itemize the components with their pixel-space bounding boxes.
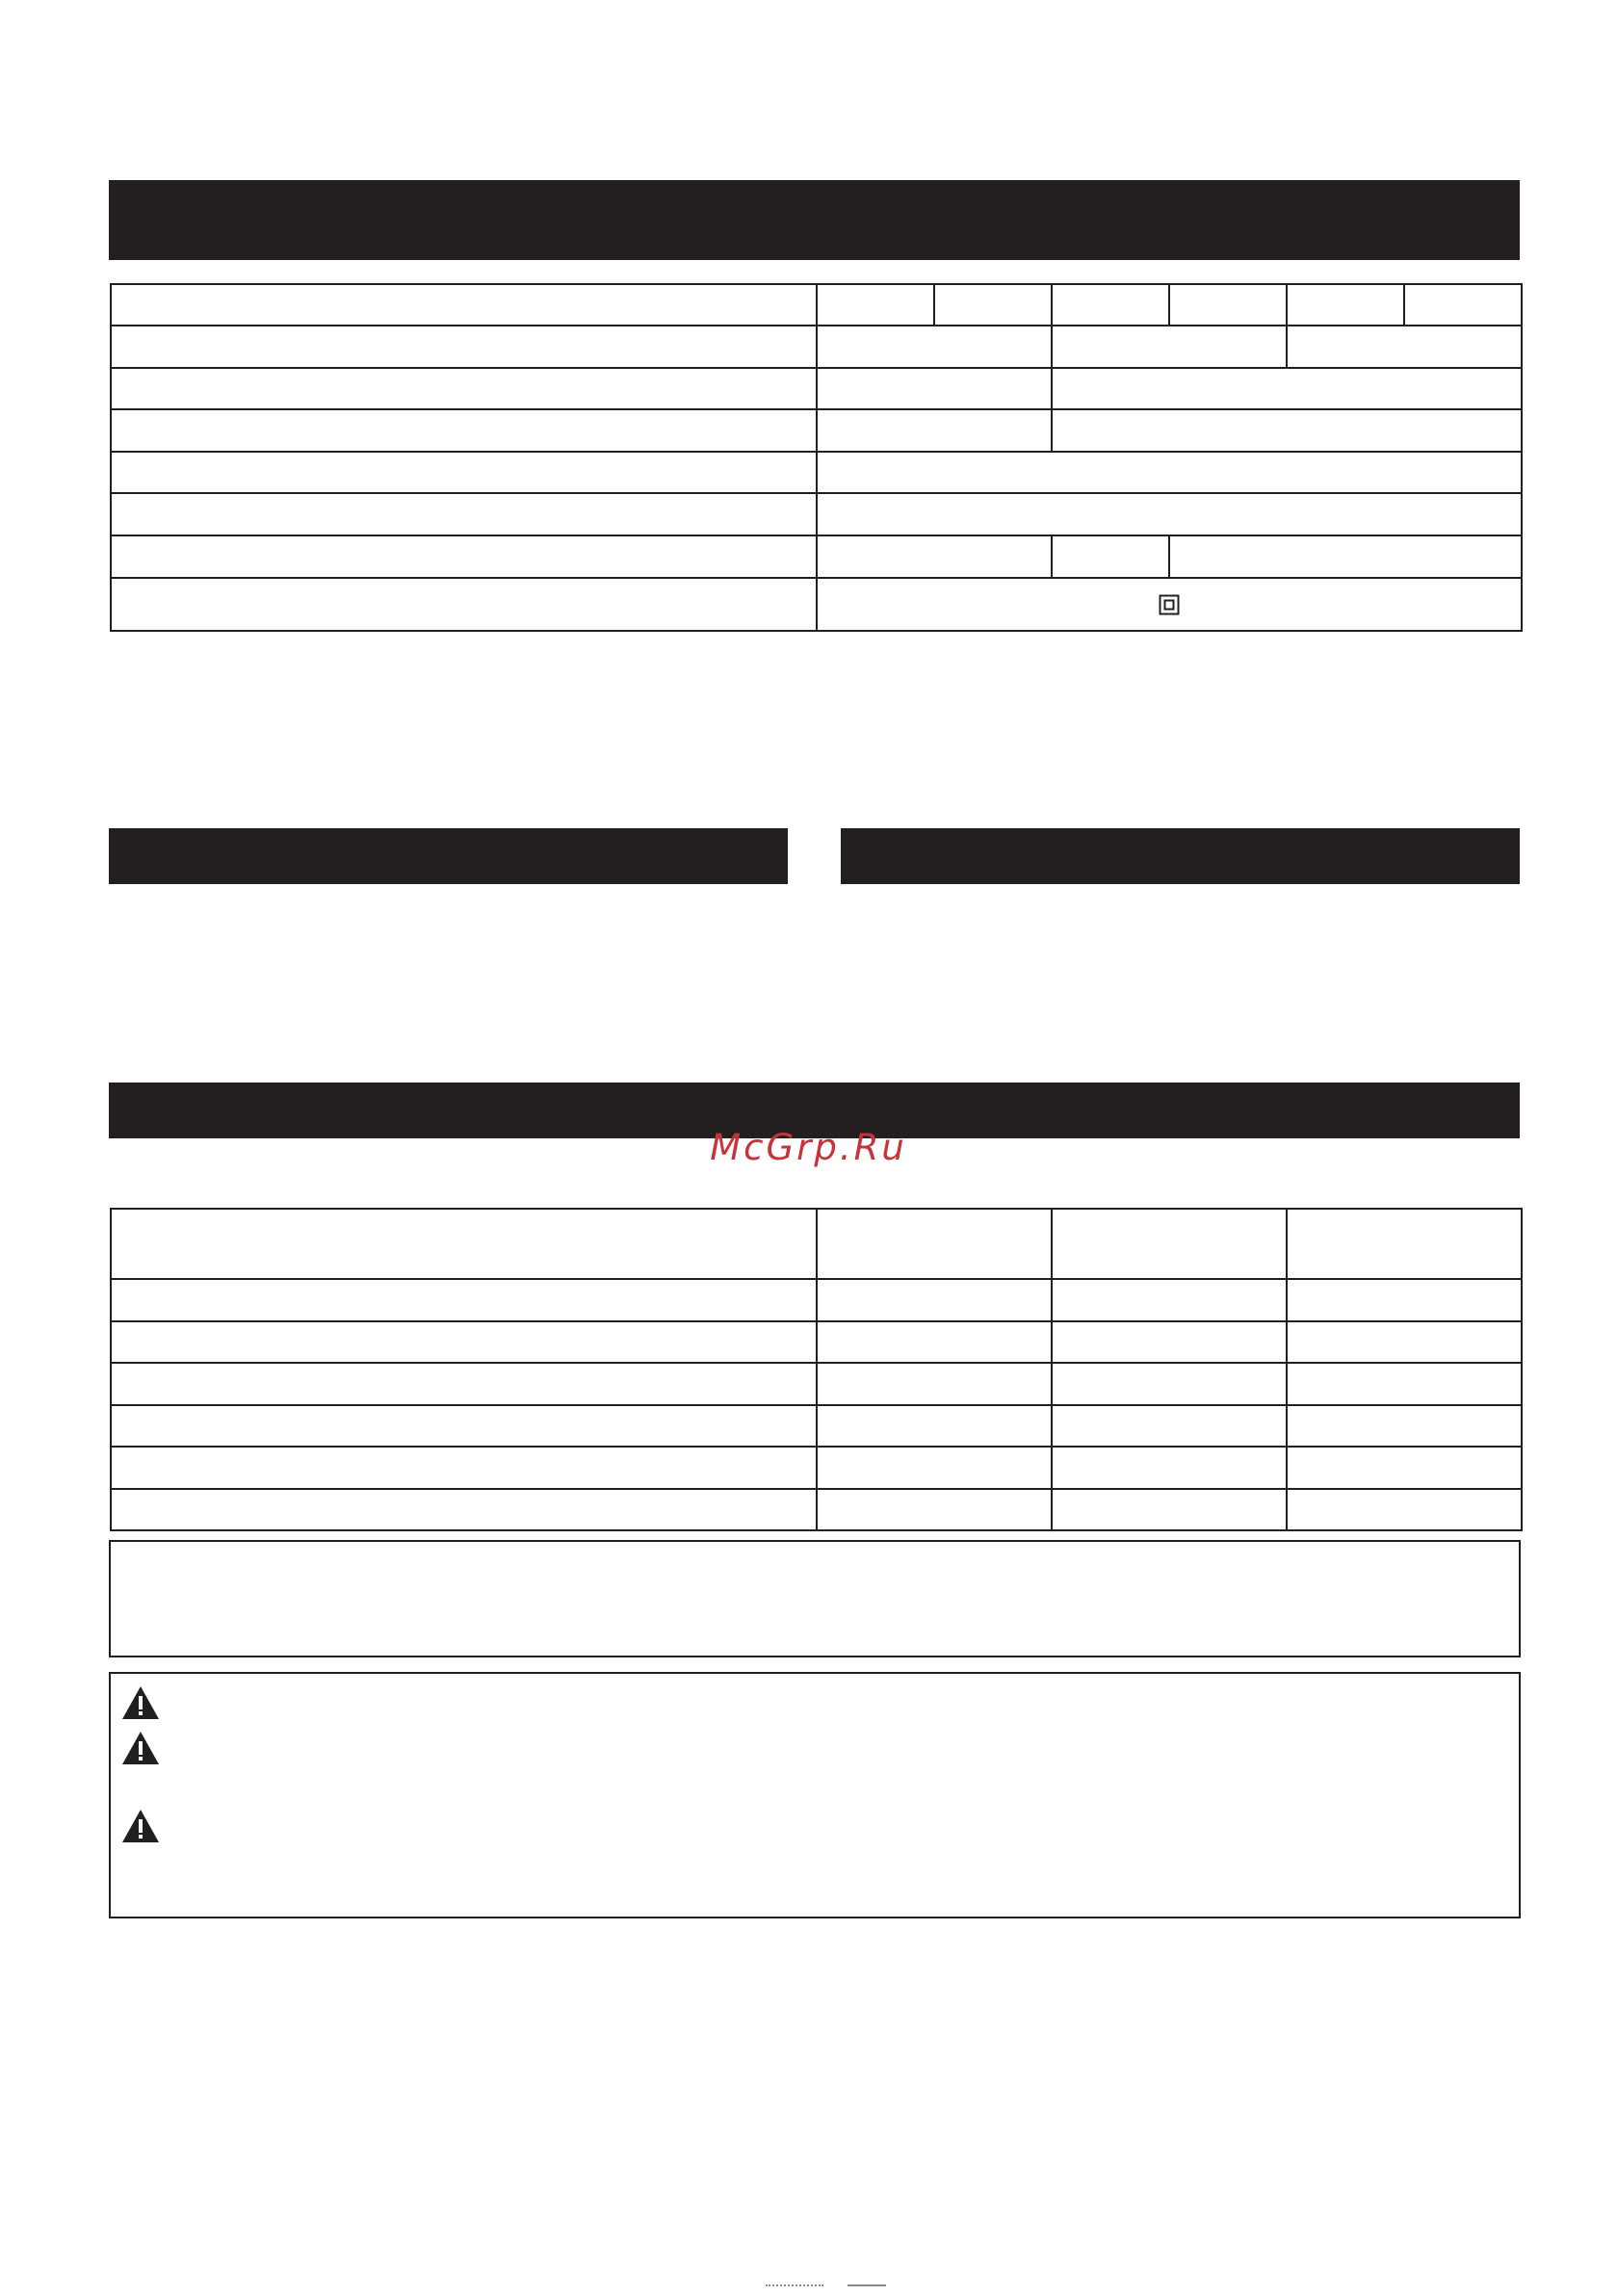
table-cell [111, 1405, 817, 1447]
table-cell [1287, 1405, 1522, 1447]
table-cell [1052, 1279, 1287, 1321]
table-cell [817, 1405, 1052, 1447]
spec-value-cell [1052, 535, 1169, 578]
warning-triangle-icon [121, 1731, 160, 1765]
table-row [111, 1321, 1522, 1363]
noise-vibration-table [110, 1208, 1523, 1531]
warning-box [109, 1672, 1521, 1918]
spec-value-cell [817, 409, 1052, 452]
intended-use-header-bar [109, 828, 788, 884]
table-cell [1287, 1363, 1522, 1405]
table-cell [817, 1447, 1052, 1489]
table-cell [111, 1279, 817, 1321]
table-row [111, 1447, 1522, 1489]
spec-label-cell [111, 284, 817, 326]
spec-value-cell [817, 284, 934, 326]
table-row [111, 1279, 1522, 1321]
table-header-cell [1287, 1209, 1522, 1279]
spec-row [111, 326, 1522, 368]
spec-value-cell [817, 452, 1522, 493]
spec-value-cell [1404, 284, 1522, 326]
footer-mark [766, 2284, 823, 2296]
table-header-cell [817, 1209, 1052, 1279]
spec-value-cell [1052, 284, 1169, 326]
table-cell [1287, 1489, 1522, 1530]
table-header-row [111, 1209, 1522, 1279]
spec-value-cell [1052, 326, 1287, 368]
specifications-header-bar [109, 180, 1520, 260]
spec-value-cell [817, 578, 1522, 631]
spec-row-safety-class [111, 578, 1522, 631]
spec-value-cell [934, 284, 1052, 326]
spec-value-cell [1287, 284, 1404, 326]
table-row [111, 1363, 1522, 1405]
spec-value-cell [817, 326, 1052, 368]
table-cell [1052, 1405, 1287, 1447]
table-cell [817, 1279, 1052, 1321]
table-cell [111, 1447, 817, 1489]
spec-value-cell [817, 493, 1522, 535]
table-header-cell [111, 1209, 817, 1279]
spec-label-cell [111, 409, 817, 452]
spec-row-model [111, 284, 1522, 326]
table-cell [1052, 1447, 1287, 1489]
spec-row [111, 452, 1522, 493]
spec-label-cell [111, 326, 817, 368]
note-box [109, 1540, 1521, 1657]
warning-triangle-icon [121, 1685, 160, 1720]
spec-value-cell [1169, 535, 1522, 578]
spec-value-cell [1052, 409, 1522, 452]
specifications-table [110, 283, 1523, 632]
spec-label-cell [111, 493, 817, 535]
spec-value-cell [817, 368, 1052, 409]
table-cell [111, 1363, 817, 1405]
table-cell [1052, 1363, 1287, 1405]
spec-row [111, 409, 1522, 452]
table-cell [1287, 1321, 1522, 1363]
class-ii-icon [1159, 594, 1180, 615]
table-row [111, 1405, 1522, 1447]
spec-label-cell [111, 368, 817, 409]
spec-value-cell [1169, 284, 1287, 326]
spec-label-cell [111, 535, 817, 578]
footer-mark [848, 2284, 886, 2296]
watermark-text: McGrp.Ru [710, 1127, 907, 1168]
table-cell [817, 1321, 1052, 1363]
warning-triangle-icon [121, 1809, 160, 1843]
spec-value-cell [1287, 326, 1522, 368]
table-cell [817, 1489, 1052, 1530]
table-cell [1052, 1321, 1287, 1363]
spec-row [111, 368, 1522, 409]
table-cell [817, 1363, 1052, 1405]
table-cell [111, 1489, 817, 1530]
spec-label-cell [111, 452, 817, 493]
table-cell [111, 1321, 817, 1363]
spec-value-cell [1052, 368, 1522, 409]
spec-label-cell [111, 578, 817, 631]
table-row [111, 1489, 1522, 1530]
spec-row [111, 493, 1522, 535]
table-cell [1052, 1489, 1287, 1530]
spec-row [111, 535, 1522, 578]
spec-value-cell [817, 535, 1052, 578]
table-cell [1287, 1447, 1522, 1489]
power-supply-header-bar [841, 828, 1520, 884]
table-cell [1287, 1279, 1522, 1321]
table-header-cell [1052, 1209, 1287, 1279]
